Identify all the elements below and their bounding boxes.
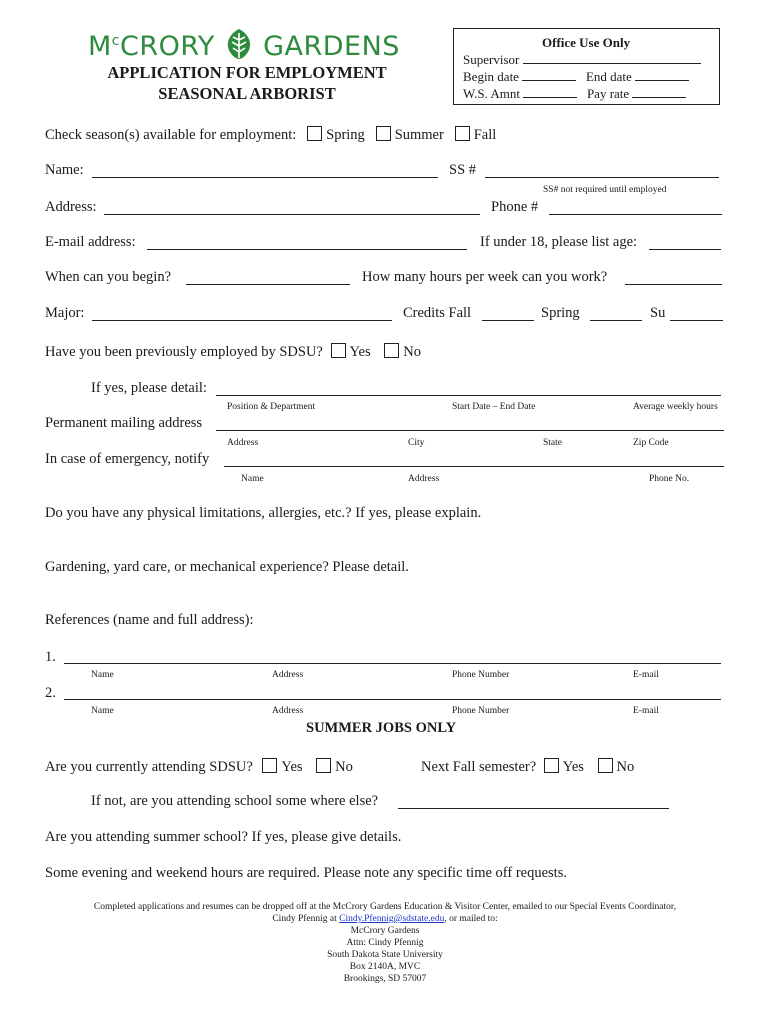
footer <box>0 901 770 985</box>
title-line1: APPLICATION FOR EMPLOYMENT <box>107 63 387 82</box>
ref1-number: 1. <box>45 649 56 665</box>
under18-label: If under 18, please list age: <box>480 234 638 250</box>
detail-sub-hours: Average weekly hours <box>633 402 718 412</box>
begin-date-field[interactable] <box>522 69 576 81</box>
attending-yes-checkbox[interactable] <box>262 758 277 773</box>
detail-field[interactable] <box>216 381 721 396</box>
references-label: References (name and full address): <box>45 612 254 628</box>
next-fall-no-checkbox[interactable] <box>598 758 613 773</box>
title-line2: SEASONAL ARBORIST <box>158 84 336 103</box>
summer-jobs-heading: SUMMER JOBS ONLY <box>306 720 457 736</box>
logo-sup: c <box>111 33 120 49</box>
leaf-icon <box>224 28 254 60</box>
ss-field[interactable] <box>485 163 719 178</box>
elsewhere-field[interactable] <box>398 794 669 809</box>
footer-addr1: McCrory Gardens <box>350 926 420 936</box>
fall-label: Fall <box>473 127 497 143</box>
attending-no-label: No <box>335 759 353 775</box>
next-fall-question: Next Fall semester? <box>421 759 537 775</box>
summer-checkbox[interactable] <box>376 126 391 141</box>
season-prompt: Check season(s) available for employment: <box>45 127 297 143</box>
phone-label: Phone # <box>491 199 539 215</box>
spring-label: Spring <box>326 127 365 143</box>
begin-date-label: Begin date <box>463 69 519 84</box>
address-label: Address: <box>45 199 97 215</box>
gardening-question: Gardening, yard care, or mechanical experience? Please detail. <box>45 559 409 575</box>
attending-yes-label: Yes <box>281 759 303 775</box>
attending-no-checkbox[interactable] <box>316 758 331 773</box>
coordinator-email-link[interactable]: Cindy.Pfennig@sdstate.edu <box>339 914 445 924</box>
end-date-field[interactable] <box>635 69 689 81</box>
prev-sdsu-yes-label: Yes <box>349 344 371 360</box>
credits-spring-label: Spring <box>541 305 580 321</box>
footer-addr5: Brookings, SD 57007 <box>343 974 427 984</box>
email-label: E-mail address: <box>45 234 136 250</box>
office-row2 <box>463 69 689 85</box>
credits-spring-field[interactable] <box>590 306 642 321</box>
ref1-sub-name: Name <box>91 670 114 680</box>
elsewhere-question: If not, are you attending school some where else? <box>91 793 379 809</box>
ref2-sub-email: E-mail <box>633 706 659 716</box>
ss-label: SS # <box>449 162 477 178</box>
perm-sub-zip: Zip Code <box>633 438 669 448</box>
hours-label: How many hours per week can you work? <box>362 269 608 285</box>
end-date-label: End date <box>585 69 632 84</box>
prev-sdsu-no-label: No <box>403 344 421 360</box>
attending-row <box>45 758 353 776</box>
office-heading: Office Use Only <box>542 35 631 50</box>
pay-rate-label: Pay rate <box>586 86 630 101</box>
emergency-sub-name: Name <box>241 474 264 484</box>
detail-sub-position: Position & Department <box>227 402 316 412</box>
footer-line2-pre: Cindy Pfennig at <box>272 914 340 924</box>
next-fall-yes-label: Yes <box>562 759 584 775</box>
name-field[interactable] <box>92 163 438 178</box>
spring-checkbox[interactable] <box>307 126 322 141</box>
ref1-field[interactable] <box>64 649 721 664</box>
ref2-sub-phone: Phone Number <box>452 706 510 716</box>
emergency-label: In case of emergency, notify <box>45 451 210 467</box>
detail-sub-dates: Start Date – End Date <box>452 402 536 412</box>
address-field[interactable] <box>104 200 480 215</box>
major-label: Major: <box>45 305 85 321</box>
ref2-sub-name: Name <box>91 706 114 716</box>
phone-field[interactable] <box>549 200 722 215</box>
footer-addr3: South Dakota State University <box>327 950 443 960</box>
supervisor-label: Supervisor <box>463 52 520 67</box>
ref1-sub-email: E-mail <box>633 670 659 680</box>
major-field[interactable] <box>92 306 392 321</box>
evening-note: Some evening and weekend hours are required. Please note any specific time off requests. <box>45 865 567 881</box>
ws-amnt-label: W.S. Amnt <box>463 86 520 101</box>
next-fall-no-label: No <box>616 759 635 775</box>
ss-note: SS# not required until employed <box>543 185 667 195</box>
footer-line2 <box>0 913 770 925</box>
perm-address-label: Permanent mailing address <box>45 415 203 431</box>
next-fall-yes-checkbox[interactable] <box>544 758 559 773</box>
perm-sub-city: City <box>408 438 425 448</box>
credits-fall-label: Credits Fall <box>403 305 472 321</box>
begin-field[interactable] <box>186 270 350 285</box>
perm-sub-state: State <box>543 438 562 448</box>
ws-amnt-field[interactable] <box>523 86 577 98</box>
next-fall-row <box>421 758 634 776</box>
begin-label: When can you begin? <box>45 269 172 285</box>
footer-addr4: Box 2140A, MVC <box>349 962 421 972</box>
mccrory-gardens-logo <box>88 28 400 62</box>
fall-checkbox[interactable] <box>455 126 470 141</box>
emergency-sub-phone: Phone No. <box>649 474 690 484</box>
name-label: Name: <box>45 162 84 178</box>
perm-address-field[interactable] <box>216 416 724 431</box>
pay-rate-field[interactable] <box>632 86 686 98</box>
office-row1 <box>463 52 701 68</box>
perm-sub-address: Address <box>227 438 259 448</box>
footer-addr2: Attn: Cindy Pfennig <box>346 938 424 948</box>
credits-fall-field[interactable] <box>482 306 534 321</box>
ref2-number: 2. <box>45 685 56 701</box>
ref2-sub-address: Address <box>272 706 304 716</box>
ref1-sub-phone: Phone Number <box>452 670 510 680</box>
email-field[interactable] <box>147 235 467 250</box>
credits-su-field[interactable] <box>670 306 723 321</box>
ref1-sub-address: Address <box>272 670 304 680</box>
prev-sdsu-row <box>45 343 421 361</box>
emergency-sub-address: Address <box>408 474 440 484</box>
summer-label: Summer <box>394 127 444 143</box>
physical-question: Do you have any physical limitations, allergies, etc.? If yes, please explain. <box>45 505 482 521</box>
office-row3 <box>463 86 686 102</box>
supervisor-field[interactable] <box>523 52 701 64</box>
office-use-box <box>453 28 720 105</box>
prev-sdsu-question: Have you been previously employed by SDSU? <box>45 344 323 360</box>
credits-su-label: Su <box>650 305 666 321</box>
footer-line1: Completed applications and resumes can be dropped off at the McCrory Gardens Education & Visitor Center, emailed to our Special Events Coordinator, <box>93 902 677 912</box>
prev-sdsu-yes-checkbox[interactable] <box>331 343 346 358</box>
footer-line2-post: , or mailed to: <box>444 914 498 924</box>
logo-name2: GARDENS <box>263 31 400 62</box>
detail-label: If yes, please detail: <box>91 380 207 396</box>
summer-school-question: Are you attending summer school? If yes, please give details. <box>45 829 402 845</box>
age-field[interactable] <box>649 235 721 250</box>
logo-name1: CRORY <box>120 31 215 62</box>
logo-prefix: M <box>88 31 112 62</box>
season-row <box>45 126 496 144</box>
ref2-field[interactable] <box>64 685 721 700</box>
prev-sdsu-no-checkbox[interactable] <box>384 343 399 358</box>
emergency-field[interactable] <box>224 452 724 467</box>
hours-field[interactable] <box>625 270 722 285</box>
attending-question: Are you currently attending SDSU? <box>45 759 253 775</box>
